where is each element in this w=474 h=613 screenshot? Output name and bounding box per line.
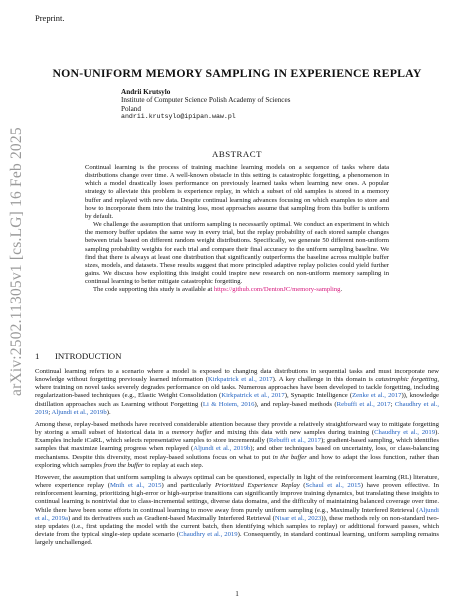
abstract-heading: ABSTRACT	[212, 149, 262, 159]
text-run: ); gradient-based sampling, which identifies samples that maximize learning progress when replayed (	[35, 437, 439, 453]
text-run: However, the assumption that uniform sampling is always optimal can be questioned, especially in light of the reinforcement learning (RL) literature, where experience replay (	[35, 473, 439, 490]
abstract-paragraph-3	[85, 286, 389, 294]
citation-link[interactable]: Mnih et al., 2015	[109, 482, 162, 490]
intro-paragraph-2	[35, 421, 439, 470]
citation-link[interactable]: Aljundi et al., 2019b	[51, 408, 107, 416]
citation-link[interactable]: Rebuffi et al., 2017	[336, 400, 391, 408]
text-run: ). Consequently, in standard continual learning, uniform sampling remains largely unchallenged.	[35, 530, 440, 547]
citation-link[interactable]: Rebuffi et al., 2017	[268, 437, 321, 445]
text-run: ); and other techniques based on uncertainty, loss, or class-balancing mechanisms. Despite this diversity, most replay-based solutions focus on what to put	[35, 445, 440, 461]
author-name: Andrii Krutsylo	[121, 88, 171, 96]
introduction-body	[35, 368, 439, 551]
text-run: to replay at each step.	[143, 461, 204, 469]
citation-link[interactable]: Kirkpatrick et al., 2017	[221, 392, 285, 400]
preprint-label: Preprint.	[35, 13, 65, 23]
section-number: 1	[35, 351, 40, 361]
code-availability-end: .	[340, 286, 343, 294]
abstract-paragraph-1: Continual learning is the process of training machine learning models on a sequence of tasks where data distributions change over time. A well-known obstacle in this setting is catastrophic forgetting, a phenomenon in which a model drastically loses performance on previously learned tasks when learning new ones. A popular strategy to alleviate this problem is experience replay, in which a subset of old samples is stored in a memory buffer and replayed with new data. Despite continual learning advances focusing on which examples to store and how to incorporate them into the training loss, most approaches assume that sampling from this buffer is uniform by default.	[85, 164, 389, 220]
citation-link[interactable]: Chaudhry et al., 2019	[178, 530, 238, 538]
abstract-body	[85, 164, 389, 295]
text-run: ). A key challenge in this domain is	[272, 376, 376, 384]
abstract-paragraph-2: We challenge the assumption that uniform sampling is necessarily optimal. We conduct an experiment in which the memory buffer updates the same way in every trial, but the replay probability of each stored sample changes between trials based on different random weight distributions. Specifically, we generate 50 different non-uniform sampling probability weights for each trial and compare their final accuracy to the uniform sampling baseline. We find that there is always at least one distribution that significantly outperforms the baseline across multiple buffer sizes, models, and datasets. These results suggest that more principled adaptive replay policies could yield further gains. We discuss how exploiting this insight could inspire new research on non-uniform memory sampling in continual learning to better mitigate catastrophic forgetting.	[85, 221, 389, 286]
section-heading-introduction	[35, 351, 121, 361]
text-run: Among these, replay-based methods have received considerable attention because they provide a relatively straightforward way to mitigate forgetting by storing a small subset of historical data in a	[35, 420, 439, 437]
author-affiliation: Institute of Computer Science Polish Academy of Sciences	[121, 96, 291, 105]
text-run: )), knowledge distillation approaches such as Learning without Forgetting (	[35, 392, 440, 408]
text-run: and how to adapt the loss function, rather than exploring which samples	[35, 453, 440, 469]
citation-link[interactable]: Schaul et al., 2015	[305, 482, 361, 490]
text-run: ;	[390, 400, 395, 408]
citation-link[interactable]: Aljundi et al., 2019a	[35, 506, 439, 522]
text-run: ), Synaptic Intelligence (	[284, 392, 353, 400]
text-run: ) and particularly	[161, 482, 215, 490]
citation-link[interactable]: Li & Hoiem, 2016	[202, 400, 255, 408]
text-run: ). Examples include iCaRL, which selects representative samples to store incrementally (	[35, 429, 439, 445]
text-run: and mixing this data with new samples during training (	[212, 429, 375, 437]
text-run: (	[299, 482, 306, 490]
author-country: Poland	[121, 104, 141, 113]
intro-paragraph-1	[35, 368, 439, 417]
author-block	[121, 88, 290, 121]
text-run: )), these methods rely on non-standard two-step updates (i.e., first updating the model with the current batch, then identifying which samples to replay) or additional forward passes, which deviate from the typical single-step update scenario (	[35, 514, 440, 538]
citation-link[interactable]: Chaudhry et al., 2019	[374, 429, 436, 437]
intro-paragraph-3	[35, 474, 439, 547]
code-availability-text: The code supporting this study is available at	[93, 286, 214, 294]
citation-link[interactable]: Nisar et al., 2023	[274, 514, 322, 522]
emphasized-text: in the buffer	[272, 453, 307, 461]
text-run: Continual learning refers to a scenario where a model is exposed to changing data distributions in sequential tasks and must incorporate new knowledge without forgetting previously learned information (	[35, 368, 439, 384]
emphasized-text: from the buffer	[103, 461, 144, 469]
code-repository-link[interactable]: https://github.com/DentonJC/memory-sampling	[213, 286, 341, 294]
text-run: ;	[48, 408, 52, 416]
page-number: 1	[235, 590, 239, 598]
emphasized-text: memory buffer	[171, 429, 213, 437]
citation-link[interactable]: Zenke et al., 2017	[352, 392, 402, 400]
paper-title: NON-UNIFORM MEMORY SAMPLING IN EXPERIENCE REPLAY	[52, 66, 422, 80]
text-run: ) have proven effective. In reinforcement learning, prioritizing high-error or high-surprise transitions can significantly improve training dynamics, but translating these insights to continual learning is nontrivial due to class-incremental settings, diverse data domains, and the difficulty of maintaining balanced coverage over time. While there have been some efforts in continual learning to move away from purely uniform sampling (e.g., Maximally Interfered Retrieval (	[35, 482, 439, 514]
author-email[interactable]: andrii.krutsylo@ipipan.waw.pl	[121, 112, 236, 120]
text-run: ), and replay-based methods (	[254, 400, 337, 408]
text-run: ) and its derivatives such as Gradient-based Maximally Interfered Retrieval (	[68, 514, 275, 522]
text-run: ).	[106, 408, 111, 416]
citation-link[interactable]: Chaudhry et al., 2019	[35, 400, 439, 416]
citation-link[interactable]: Aljundi et al., 2019b	[193, 445, 251, 453]
emphasized-text: catastrophic forgetting	[375, 376, 438, 384]
section-title: INTRODUCTION	[55, 351, 122, 361]
arxiv-sidebar-stamp: arXiv:2502.11305v1 [cs.LG] 16 Feb 2025	[8, 127, 25, 396]
text-run: , where training on novel tasks severely degrades performance on old tasks. Numerous approaches have been developed to tackle forgetting, including regularization-based techniques (e.g., Elastic Weight Consolidation (	[35, 376, 439, 400]
citation-link[interactable]: Kirkpatrick et al., 2017	[207, 376, 273, 384]
emphasized-text: Prioritized Experience Replay	[214, 482, 300, 490]
